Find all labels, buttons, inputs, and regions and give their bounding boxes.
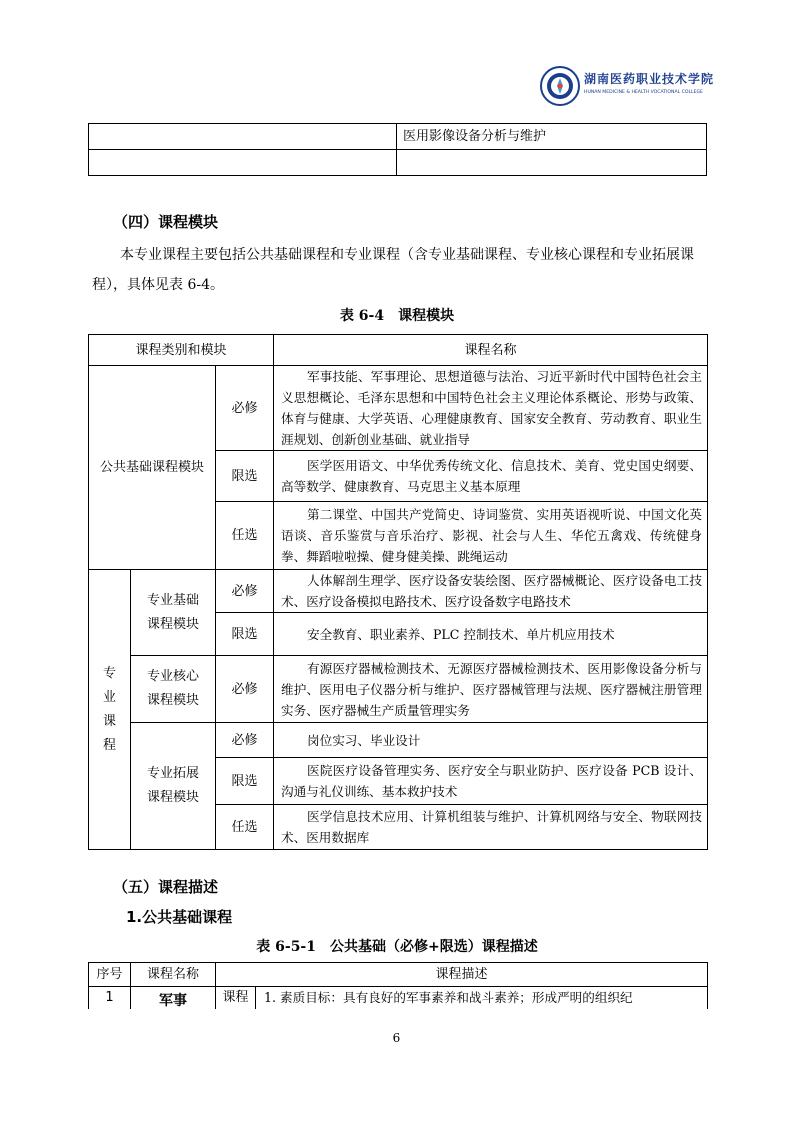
college-logo — [540, 66, 715, 110]
course-type: 必修 — [216, 723, 274, 758]
college-emblem-icon — [540, 66, 580, 106]
table-caption-6-4: 表 6-4 课程模块 — [339, 308, 455, 324]
table-caption-6-5-1: 表 6-5-1 公共基础（必修+限选）课程描述 — [256, 939, 538, 955]
course-type: 必修 — [216, 366, 274, 451]
previous-table-continuation — [88, 123, 707, 176]
public-basic-module-label: 公共基础课程模块 — [89, 366, 216, 570]
table-row — [89, 150, 707, 176]
table-cell — [89, 124, 397, 150]
table-header-row — [89, 335, 708, 366]
table-header-row — [89, 963, 708, 987]
course-list: 人体解剖生理学、医疗设备安装绘图、医疗器械概论、医疗设备电工技术、医疗设备模拟电路技术、医疗设备数字电路技术 — [274, 570, 708, 613]
major-extension-module: 专业拓展 课程模块 — [131, 723, 216, 850]
major-course-label: 专 业 课 程 — [89, 570, 131, 850]
major-core-module: 专业核心 课程模块 — [131, 656, 216, 723]
table-cell: 医用影像设备分析与维护 — [397, 124, 707, 150]
course-type: 任选 — [216, 805, 274, 850]
course-list: 军事技能、军事理论、思想道德与法治、习近平新时代中国特色社会主义思想概论、毛泽东思想和中国特色社会主义理论体系概论、形势与政策、体育与健康、大学英语、心理健康教育、国家安全教育、劳动教育、职业生涯规划、创新创业基础、就业指导 — [274, 366, 708, 451]
course-list: 医院医疗设备管理实务、医疗安全与职业防护、医疗设备 PCB 设计、沟通与礼仪训练、基本救护技术 — [274, 758, 708, 805]
course-type: 必修 — [216, 570, 274, 613]
course-module-table — [88, 334, 708, 850]
table-row — [89, 570, 708, 613]
column-header-course-names: 课程名称 — [274, 335, 708, 366]
table-row — [89, 723, 708, 758]
course-list: 岗位实习、毕业设计 — [274, 723, 708, 758]
course-list: 第二课堂、中国共产党简史、诗词鉴赏、实用英语视听说、中国文化英语谈、音乐鉴赏与音乐治疗、影视、社会与人生、华佗五禽戏、传统健身拳、舞蹈啦啦操、健身健美操、跳绳运动 — [274, 502, 708, 570]
section-heading-course-description: （五）课程描述 — [113, 878, 219, 896]
course-type: 必修 — [216, 656, 274, 723]
course-type: 限选 — [216, 451, 274, 502]
course-type: 限选 — [216, 613, 274, 656]
column-header-course-name: 课程名称 — [131, 963, 216, 987]
description-label: 课程 — [216, 987, 256, 1015]
course-name: 军事 — [131, 987, 216, 1015]
major-foundation-module: 专业基础 课程模块 — [131, 570, 216, 656]
course-type: 任选 — [216, 502, 274, 570]
section-paragraph: 本专业课程主要包括公共基础课程和专业课程（含专业基础课程、专业核心课程和专业拓展课程），具体见表 6-4。 — [92, 247, 694, 293]
column-header-number: 序号 — [89, 963, 131, 987]
table-cell — [89, 150, 397, 176]
description-text: 1. 素质目标：具有良好的军事素养和战斗素养；形成严明的组织纪 — [256, 987, 708, 1015]
row-number: 1 — [89, 987, 131, 1015]
course-list: 有源医疗器械检测技术、无源医疗器械检测技术、医用影像设备分析与维护、医用电子仪器分析与维护、医疗器械管理与法规、医疗器械注册管理实务、医疗器械生产质量管理实务 — [274, 656, 708, 723]
column-header-description: 课程描述 — [216, 963, 708, 987]
logo-english-name: HUNAN MEDICINE & HEALTH VOCATIONAL COLLEGE — [584, 90, 703, 95]
page-bottom-margin — [0, 1009, 793, 1122]
page-number: 6 — [392, 1031, 401, 1045]
course-type: 限选 — [216, 758, 274, 805]
table-row — [89, 366, 708, 451]
course-description-table — [88, 962, 708, 1015]
logo-chinese-name: 湖南医药职业技术学院 — [584, 72, 715, 86]
table-row — [89, 656, 708, 723]
course-list: 安全教育、职业素养、PLC 控制技术、单片机应用技术 — [274, 613, 708, 656]
course-list: 医学医用语文、中华优秀传统文化、信息技术、美育、党史国史纲要、高等数学、健康教育、马克思主义基本原理 — [274, 451, 708, 502]
section-heading-course-modules: （四）课程模块 — [113, 213, 219, 231]
table-cell — [397, 150, 707, 176]
table-row — [89, 124, 707, 150]
column-header-category: 课程类别和模块 — [89, 335, 274, 366]
course-list: 医学信息技术应用、计算机组装与维护、计算机网络与安全、物联网技术、医用数据库 — [274, 805, 708, 850]
subheading-public-courses: 1.公共基础课程 — [126, 908, 233, 926]
